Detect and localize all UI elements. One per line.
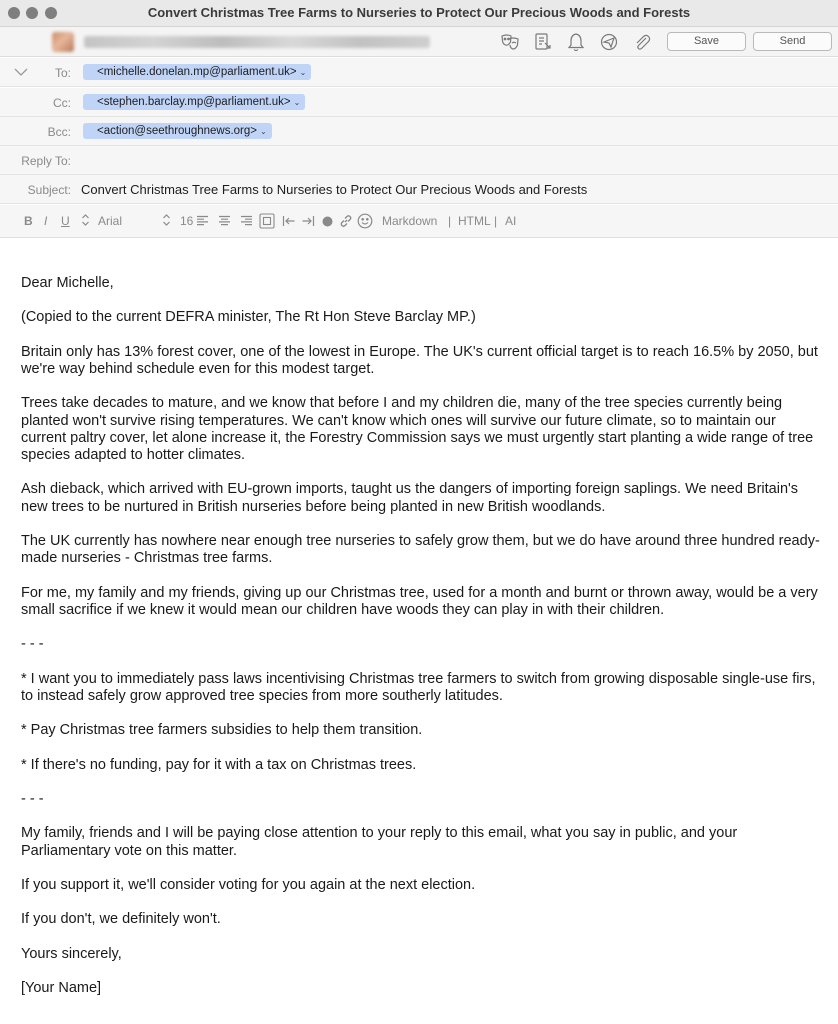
color-dot-icon[interactable] <box>322 216 333 227</box>
to-label: To: <box>54 66 71 80</box>
body-paragraph: Britain only has 13% forest cover, one of the lowest in Europe. The UK's current official target is to reach 16.5% by 2050, but we're way behind schedule even for this modest target. <box>21 343 818 377</box>
font-stepper-icon[interactable] <box>81 213 90 227</box>
bcc-recipient-token[interactable] <box>83 123 272 139</box>
bold-button[interactable]: B <box>24 214 33 228</box>
markdown-mode-button[interactable]: Markdown <box>382 214 438 228</box>
body-paragraph: My family, friends and I will be paying close attention to your reply to this email, what you say in public, and your Parliamentary vote on this matter. <box>21 825 738 859</box>
justify-box-icon[interactable] <box>259 213 275 229</box>
bcc-label: Bcc: <box>47 125 71 139</box>
document-list-icon[interactable] <box>532 31 554 53</box>
body-bullet: * Pay Christmas tree farmers subsidies to help them transition. <box>21 722 423 739</box>
align-left-icon[interactable] <box>196 215 209 226</box>
italic-button[interactable]: I <box>44 214 48 228</box>
separator: | <box>448 214 452 228</box>
bcc-recipient-address: <action@seethroughnews.org> <box>97 125 258 137</box>
body-paragraph: If you don't, we definitely won't. <box>21 911 221 928</box>
chevron-down-icon[interactable]: ⌄ <box>260 127 267 136</box>
to-recipient-address: <michelle.donelan.mp@parliament.uk> <box>97 66 297 78</box>
body-paragraph: Ash dieback, which arrived with EU-grown imports, taught us the dangers of importing foreign saplings. We need Britain's new trees to be nurtured in British nurseries before being planted in new British woodlands. <box>21 481 799 515</box>
font-family-select[interactable]: Arial <box>98 214 123 228</box>
emoji-icon[interactable] <box>357 213 373 229</box>
send-button[interactable]: Send <box>753 32 832 51</box>
body-paragraph: Dear Michelle, <box>21 275 114 291</box>
html-mode-button[interactable]: HTML <box>458 214 491 228</box>
to-row <box>0 58 838 87</box>
sender-address-redacted <box>84 36 430 48</box>
size-stepper-icon[interactable] <box>162 213 171 227</box>
body-bullet: * I want you to immediately pass laws incentivising Christmas tree farmers to switch from growing disposable single-use firs, to instead safely grow approved tree species from more southerly latitudes. <box>21 670 816 704</box>
window-title: Convert Christmas Tree Farms to Nurseries to Protect Our Precious Woods and Forests <box>147 5 691 20</box>
body-paragraph: If you support it, we'll consider voting for you again at the next election. <box>21 876 476 893</box>
save-button[interactable]: Save <box>667 32 746 51</box>
ai-button[interactable]: AI <box>505 214 517 228</box>
align-center-icon[interactable] <box>218 215 231 226</box>
body-bullet: * If there's no funding, pay for it with a tax on Christmas trees. <box>21 756 417 773</box>
subject-label: Subject: <box>27 183 71 197</box>
cc-recipient-token[interactable] <box>83 94 305 110</box>
cc-recipient-address: <stephen.barclay.mp@parliament.uk> <box>97 96 291 108</box>
indent-icon[interactable] <box>301 215 315 227</box>
send-later-icon[interactable] <box>598 31 620 53</box>
format-bar <box>0 205 838 238</box>
paperclip-icon[interactable] <box>631 31 653 53</box>
outdent-icon[interactable] <box>282 215 296 227</box>
link-icon[interactable] <box>339 214 353 228</box>
body-paragraph: (Copied to the current DEFRA minister, The Rt Hon Steve Barclay MP.) <box>21 309 476 326</box>
body-paragraph: Trees take decades to mature, and we know that before I and my children die, many of the tree species currently being planted won't survive rising temperatures. We can't know which ones will survive our future climate, so to maintain our current paltry cover, let alone increase it, the Forestry Commission says we must urgently start planting a wide range of tree species adapted to hotter climates. <box>21 395 814 463</box>
sign-off: Yours sincerely, <box>21 945 122 962</box>
to-recipient-token[interactable] <box>83 64 311 80</box>
cc-row <box>0 88 838 117</box>
subject-row[interactable] <box>0 175 838 204</box>
bell-icon[interactable] <box>565 31 587 53</box>
align-right-icon[interactable] <box>240 215 253 226</box>
reply-to-label: Reply To: <box>21 154 71 168</box>
underline-button[interactable]: U <box>61 214 70 228</box>
message-body[interactable] <box>21 275 821 1014</box>
collapse-headers-icon[interactable] <box>13 65 29 79</box>
reply-to-row[interactable] <box>0 146 838 175</box>
bcc-row <box>0 117 838 146</box>
separator: | <box>494 214 498 228</box>
cc-label: Cc: <box>53 96 71 110</box>
sender-avatar <box>52 32 74 52</box>
title-bar <box>0 0 838 27</box>
body-paragraph: The UK currently has nowhere near enough tree nurseries to safely grow them, but we do have around three hundred ready-made nurseries - Christmas tree farms. <box>21 532 820 567</box>
body-paragraph: For me, my family and my friends, giving up our Christmas tree, used for a month and burnt or thrown away, would be a very small sacrifice if we knew it would mean our children have woods they can play in with their children. <box>21 584 818 618</box>
signature-name: [Your Name] <box>21 980 102 997</box>
section-divider: - - - <box>21 790 44 807</box>
chevron-down-icon[interactable]: ⌄ <box>299 68 307 77</box>
chevron-down-icon[interactable]: ⌄ <box>293 98 301 107</box>
compose-toolbar <box>0 27 838 57</box>
subject-field[interactable]: Convert Christmas Tree Farms to Nurseries to Protect Our Precious Woods and Forests <box>81 182 588 197</box>
section-divider: - - - <box>21 636 44 653</box>
masks-icon[interactable] <box>499 31 521 53</box>
font-size-select[interactable]: 16 <box>180 214 194 228</box>
